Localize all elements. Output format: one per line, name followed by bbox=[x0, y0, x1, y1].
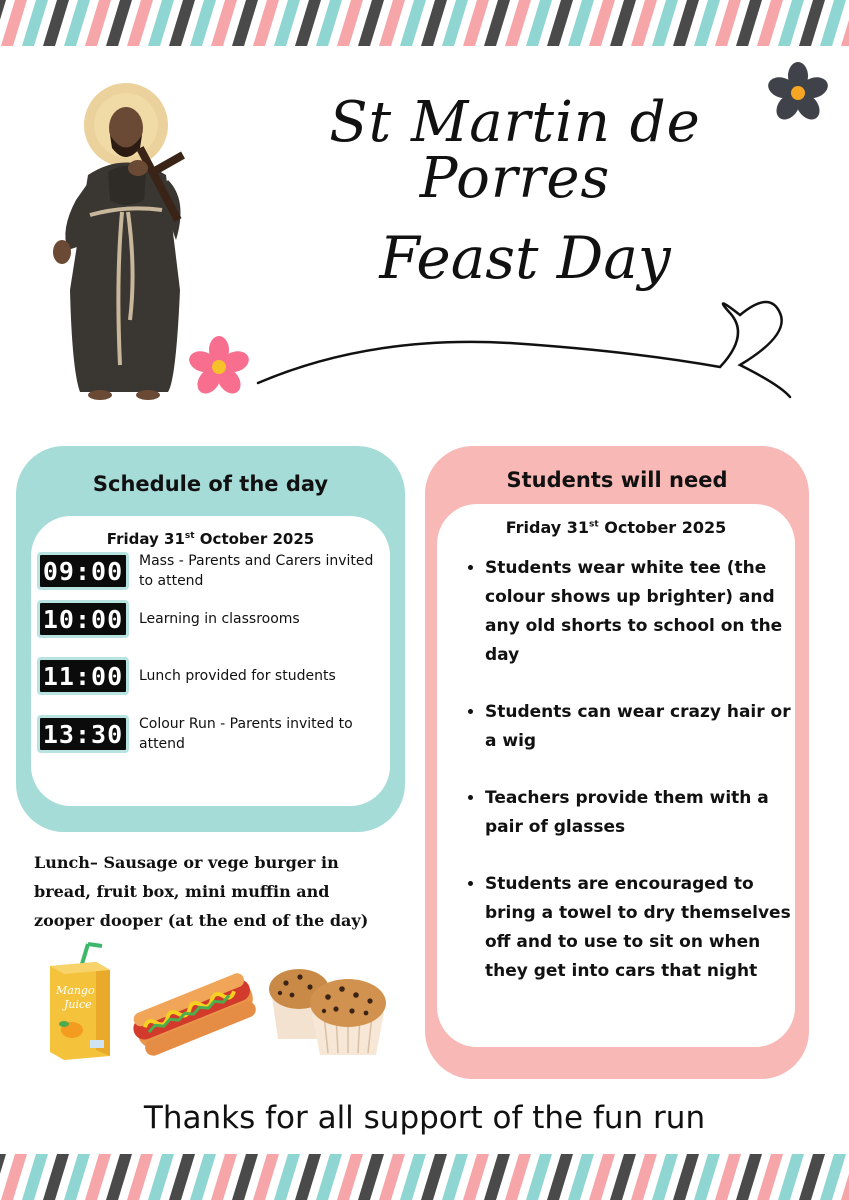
stripe bbox=[463, 1154, 489, 1200]
schedule-row bbox=[37, 714, 374, 754]
stripe bbox=[190, 1154, 216, 1200]
digital-clock: 13:30 bbox=[37, 715, 129, 753]
stripe bbox=[820, 0, 846, 46]
title-line-1: St Martin de Porres bbox=[329, 90, 701, 211]
stripe bbox=[778, 1154, 804, 1200]
stripe bbox=[484, 1154, 510, 1200]
stripe bbox=[526, 0, 552, 46]
schedule-item-text: Lunch provided for students bbox=[139, 668, 336, 684]
schedule-date bbox=[31, 530, 390, 548]
stripe bbox=[379, 1154, 405, 1200]
list-item: • Students are encouraged to bring a towel to dry themselves off and to use to sit on when they get into cars that night bbox=[485, 870, 805, 986]
stripe bbox=[736, 1154, 762, 1200]
stripe bbox=[22, 1154, 48, 1200]
stripe bbox=[799, 1154, 825, 1200]
needs-date-day: Friday 31 bbox=[505, 518, 590, 537]
stripe bbox=[274, 1154, 300, 1200]
stripe bbox=[190, 0, 216, 46]
stripe bbox=[316, 0, 342, 46]
stripe bbox=[64, 1154, 90, 1200]
stripe bbox=[568, 1154, 594, 1200]
stripe bbox=[421, 0, 447, 46]
stripe bbox=[505, 0, 531, 46]
page-title bbox=[235, 90, 795, 292]
stripe bbox=[211, 1154, 237, 1200]
list-item: • Students can wear crazy hair or a wig bbox=[485, 698, 805, 756]
digital-clock: 09:00 bbox=[37, 552, 129, 590]
stripe bbox=[232, 1154, 258, 1200]
needs-list bbox=[459, 554, 805, 1014]
stripe bbox=[295, 1154, 321, 1200]
stripe bbox=[757, 1154, 783, 1200]
stripe bbox=[505, 1154, 531, 1200]
stripe bbox=[736, 0, 762, 46]
needs-heading: Students will need bbox=[506, 468, 728, 492]
schedule-item-text: Mass - Parents and Carers invited to attend bbox=[139, 553, 374, 589]
needs-panel bbox=[437, 504, 795, 1047]
stripe bbox=[715, 0, 741, 46]
stripe bbox=[799, 0, 825, 46]
stripe bbox=[127, 0, 153, 46]
stripe bbox=[85, 1154, 111, 1200]
schedule-item-text: Colour Run - Parents invited to attend bbox=[139, 716, 353, 752]
stripe bbox=[568, 0, 594, 46]
stripe bbox=[253, 1154, 279, 1200]
stripe bbox=[106, 0, 132, 46]
juice-label-line-1: Mango bbox=[56, 984, 95, 997]
stripe bbox=[22, 0, 48, 46]
schedule-date-day: Friday 31 bbox=[106, 530, 185, 548]
stripe bbox=[316, 1154, 342, 1200]
stripe bbox=[715, 1154, 741, 1200]
needs-date bbox=[437, 518, 795, 537]
stripe bbox=[442, 0, 468, 46]
thanks-message: Thanks for all support of the fun run bbox=[143, 1100, 706, 1136]
stripe bbox=[1, 0, 27, 46]
top-stripe-border bbox=[0, 0, 849, 46]
stripe bbox=[337, 1154, 363, 1200]
pink-flower-icon bbox=[186, 334, 252, 400]
saint-illustration bbox=[48, 80, 198, 405]
schedule-panel bbox=[31, 516, 390, 806]
digital-clock: 10:00 bbox=[37, 600, 129, 638]
stripe bbox=[358, 0, 384, 46]
stripe bbox=[1, 1154, 27, 1200]
stripe bbox=[400, 0, 426, 46]
schedule-row bbox=[37, 600, 374, 638]
list-item: • Teachers provide them with a pair of glasses bbox=[485, 784, 805, 842]
stripe bbox=[442, 1154, 468, 1200]
stripe bbox=[589, 0, 615, 46]
stripe bbox=[211, 0, 237, 46]
stripe bbox=[85, 0, 111, 46]
stripe bbox=[43, 0, 69, 46]
stripe bbox=[295, 0, 321, 46]
juice-label-line-2: Juice bbox=[64, 998, 92, 1011]
hot-dog bbox=[130, 962, 256, 1058]
lunch-description: Lunch– Sausage or vege burger in bread, fruit box, mini muffin and zooper dooper (at the end of the day) bbox=[34, 853, 369, 930]
schedule-date-ordinal: st bbox=[184, 531, 195, 541]
stripe bbox=[610, 0, 636, 46]
stripe bbox=[106, 1154, 132, 1200]
stripe bbox=[400, 1154, 426, 1200]
stripe bbox=[547, 1154, 573, 1200]
stripe bbox=[526, 1154, 552, 1200]
schedule-row bbox=[37, 657, 374, 695]
stripe bbox=[757, 0, 783, 46]
needs-date-ordinal: st bbox=[589, 519, 599, 530]
stripe bbox=[673, 0, 699, 46]
stripe bbox=[652, 1154, 678, 1200]
schedule-row bbox=[37, 551, 374, 591]
stripe bbox=[673, 1154, 699, 1200]
stripe bbox=[778, 0, 804, 46]
stripe bbox=[652, 0, 678, 46]
schedule-date-month-year: October 2025 bbox=[194, 530, 315, 548]
needs-date-month-year: October 2025 bbox=[598, 518, 727, 537]
stripe bbox=[820, 1154, 846, 1200]
muffins bbox=[266, 957, 391, 1057]
stripe bbox=[589, 1154, 615, 1200]
stripe bbox=[631, 1154, 657, 1200]
stripe bbox=[421, 1154, 447, 1200]
stripe bbox=[253, 0, 279, 46]
stripe bbox=[610, 1154, 636, 1200]
stripe bbox=[631, 0, 657, 46]
stripe bbox=[274, 0, 300, 46]
stripe bbox=[358, 1154, 384, 1200]
title-line-2: Feast Day bbox=[379, 224, 671, 292]
mango-juice-box bbox=[44, 942, 114, 1062]
schedule-item-text: Learning in classrooms bbox=[139, 611, 300, 627]
stripe bbox=[547, 0, 573, 46]
stripe bbox=[127, 1154, 153, 1200]
heart-swoosh bbox=[250, 295, 800, 405]
stripe bbox=[463, 0, 489, 46]
stripe bbox=[694, 1154, 720, 1200]
schedule-heading: Schedule of the day bbox=[92, 472, 329, 496]
stripe bbox=[148, 1154, 174, 1200]
schedule-card bbox=[16, 446, 405, 832]
stripe bbox=[64, 0, 90, 46]
stripe bbox=[379, 0, 405, 46]
stripe bbox=[337, 0, 363, 46]
stripe bbox=[43, 1154, 69, 1200]
bottom-stripe-border bbox=[0, 1154, 849, 1200]
stripe bbox=[169, 1154, 195, 1200]
digital-clock: 11:00 bbox=[37, 657, 129, 695]
stripe bbox=[694, 0, 720, 46]
needs-card bbox=[425, 446, 809, 1079]
stripe bbox=[484, 0, 510, 46]
stripe bbox=[232, 0, 258, 46]
list-item: • Students wear white tee (the colour shows up brighter) and any old shorts to school on the day bbox=[485, 554, 805, 670]
stripe bbox=[169, 0, 195, 46]
stripe bbox=[148, 0, 174, 46]
